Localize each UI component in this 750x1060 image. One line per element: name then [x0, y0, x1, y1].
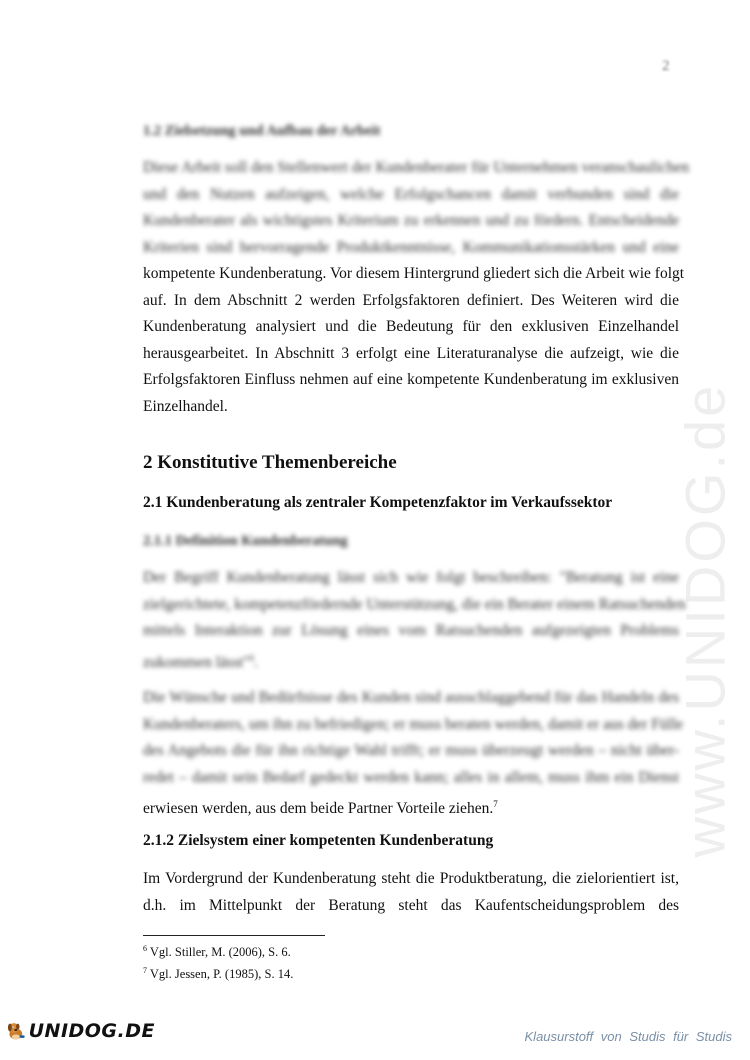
text-line: des Angebots die für ihn richtige Wahl trifft; er muss überzeugt werden – nicht über-	[143, 742, 679, 759]
footnote-ref: 7	[493, 799, 498, 809]
text-line: Erfolgsfaktoren Einfluss nehmen auf eine kompetente Kundenberatung im exklusiven	[143, 371, 679, 388]
text-line: kompetente Kundenberatung. Vor diesem Hintergrund gliedert sich die Arbeit wie folgt	[143, 265, 685, 282]
text-line: Die Wünsche und Bedürfnisse des Kunden sind ausschlaggebend für das Handeln des	[143, 689, 679, 706]
text-line: zielgerichtete, kompetenzfördernde Unterstützung, die ein Berater einem Ratsuchenden	[143, 595, 686, 613]
text-line: Im Vordergrund der Kundenberatung steht die Produktberatung, die zielorientiert ist,	[143, 870, 679, 887]
text-line: herausgearbeitet. In Abschnitt 3 erfolgt eine Literaturanalyse die aufzeigt, wie die	[143, 344, 679, 362]
unidog-logo[interactable]	[5, 1010, 155, 1052]
section-1-2-paragraph	[143, 155, 690, 420]
text-line: mittels Interaktion zur Lösung eines vom Ratsuchenden aufgezeigten Problems	[143, 622, 679, 639]
text-line: Der Begriff Kundenberatung lässt sich wie folgt beschreiben: "Beratung ist eine	[143, 569, 679, 586]
definition-paragraph	[143, 565, 686, 676]
text-line: Einzelhandel.	[143, 397, 228, 415]
section-2-1-heading: 2.1 Kundenberatung als zentraler Kompetenzfaktor im Verkaufssektor	[143, 494, 613, 511]
dog-mascot-icon	[5, 1010, 27, 1052]
needs-paragraph	[143, 685, 684, 823]
text-line: Diese Arbeit soll den Stellenwert der Kundenberater für Unternehmen veranschaulichen	[143, 159, 690, 176]
text-line: zukommen lässt"$^6$.	[143, 652, 259, 671]
logo-text: UNIDOG.DE	[28, 1020, 155, 1042]
watermark: www.UNIDOG.de	[673, 382, 737, 858]
text-line: auf. In dem Abschnitt 2 werden Erfolgsfaktoren definiert. Des Weiteren wird die	[143, 291, 679, 309]
footnote-divider	[143, 935, 325, 936]
target-system-paragraph	[143, 866, 679, 919]
section-2-1-2-heading: 2.1.2 Zielsystem einer kompetenten Kundenberatung	[143, 832, 494, 849]
footnote-6: $^6$ Vgl. Stiller, M. (2006), S. 6.	[143, 944, 291, 960]
page-number: 2	[662, 58, 670, 74]
text-line: Kundenberatung analysiert und die Bedeutung für den exklusiven Einzelhandel	[143, 318, 679, 335]
chapter-2-heading: 2 Konstitutive Themenbereiche	[143, 452, 397, 473]
text-line: und den Nutzen aufzeigen, welche Erfolgschancen damit verbunden sind die	[143, 185, 679, 203]
text-line: Kundenberater als wichtigstes Kriterium zu erkennen und zu fördern. Entscheidende	[143, 212, 679, 229]
tagline: Klausurstoff von Studis für Studis	[524, 1029, 732, 1044]
footnote-ref: 6	[249, 652, 255, 663]
text-line: Kriterien sind hervorragende Produktkenntnisse, Kommunikationsstärken und eine	[143, 238, 679, 256]
footnote-7: $^7$ Vgl. Jessen, P. (1985), S. 14.	[143, 966, 294, 982]
text-line: d.h. im Mittelpunkt der Beratung steht das Kaufentscheidungsproblem des	[143, 896, 679, 914]
section-1-2-heading: 1.2 Zielsetzung und Aufbau der Arbeit	[143, 123, 381, 139]
text-line: erwiesen werden, aus dem beide Partner Vorteile ziehen.$^7$	[143, 799, 498, 818]
text-line: redet – damit sein Bedarf gedeckt werden kann; alles in allem, muss ihm ein Dienst	[143, 768, 679, 786]
section-2-1-1-heading: 2.1.1 Definition Kundenberatung	[143, 533, 348, 549]
text-line: Kundenberaters, um ihn zu befriedigen; er muss beraten werden, damit er aus der Fülle	[143, 715, 684, 733]
